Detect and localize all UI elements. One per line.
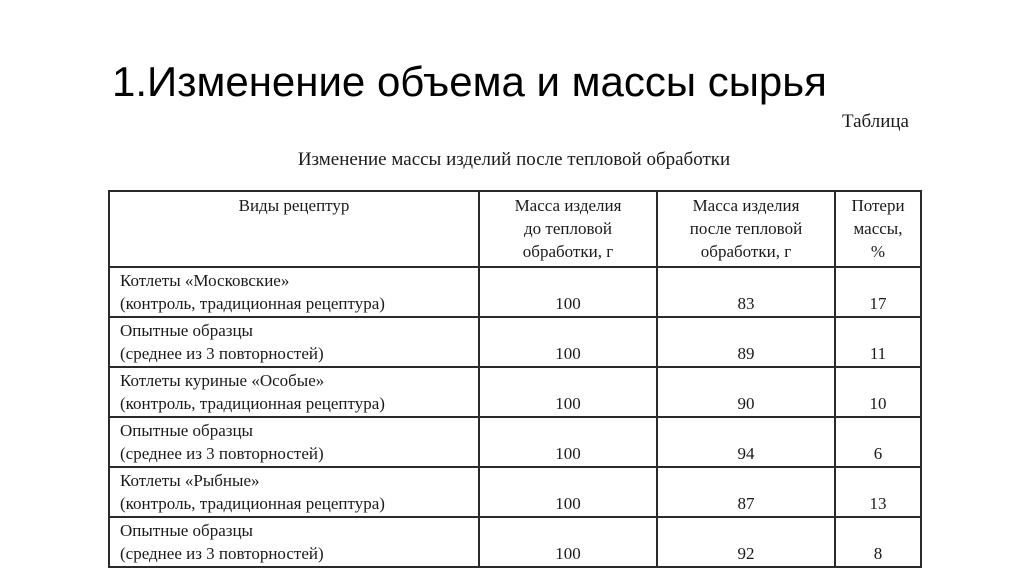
mass-loss-cell	[835, 417, 921, 467]
header-mass-loss	[835, 191, 921, 267]
header-line: массы,	[853, 219, 903, 238]
header-line: Масса изделия	[514, 196, 622, 215]
mass-before-cell	[479, 417, 657, 467]
mass-after-value: 92	[737, 544, 755, 563]
mass-after-cell	[657, 417, 835, 467]
table-row	[109, 467, 921, 517]
mass-change-table	[108, 190, 922, 568]
recipe-note: (контроль, традиционная рецептура)	[120, 394, 385, 413]
mass-before-cell	[479, 317, 657, 367]
header-recipe-types	[109, 191, 479, 267]
recipe-note: (контроль, традиционная рецептура)	[120, 294, 385, 313]
mass-after-cell	[657, 317, 835, 367]
mass-loss-cell	[835, 367, 921, 417]
mass-loss-value: 17	[869, 294, 887, 313]
table-row	[109, 517, 921, 567]
mass-after-cell	[657, 517, 835, 567]
table-label: Таблица	[841, 111, 909, 132]
table-row	[109, 367, 921, 417]
mass-before-value: 100	[555, 494, 581, 513]
recipe-name: Котлеты «Московские»	[120, 271, 290, 290]
header-line: Масса изделия	[692, 196, 800, 215]
recipe-name: Опытные образцы	[120, 321, 253, 340]
header-line: после тепловой	[689, 219, 803, 238]
mass-before-cell	[479, 467, 657, 517]
table-row	[109, 417, 921, 467]
mass-loss-value: 13	[869, 494, 887, 513]
recipe-note: (среднее из 3 повторностей)	[120, 344, 324, 363]
header-line: %	[870, 242, 886, 261]
mass-after-value: 83	[737, 294, 755, 313]
mass-after-value: 87	[737, 494, 755, 513]
mass-before-value: 100	[555, 444, 581, 463]
mass-before-value: 100	[555, 544, 581, 563]
mass-after-value: 94	[737, 444, 755, 463]
table-row	[109, 267, 921, 317]
header-line: обработки, г	[700, 242, 792, 261]
mass-loss-value: 8	[873, 544, 883, 563]
slide-title: 1.Изменение объема и массы сырья	[112, 58, 827, 105]
table-caption: Изменение массы изделий после тепловой обработки	[297, 149, 731, 170]
header-line: Виды рецептур	[238, 196, 350, 215]
header-line: Потери	[851, 196, 905, 215]
header-mass-before	[479, 191, 657, 267]
mass-after-cell	[657, 267, 835, 317]
recipe-name-cell	[109, 317, 479, 367]
table-row	[109, 317, 921, 367]
header-line: до тепловой	[524, 219, 612, 238]
recipe-note: (среднее из 3 повторностей)	[120, 544, 324, 563]
recipe-name-cell	[109, 467, 479, 517]
mass-loss-value: 10	[869, 394, 887, 413]
mass-loss-cell	[835, 317, 921, 367]
header-line: обработки, г	[522, 242, 614, 261]
recipe-name-cell	[109, 267, 479, 317]
recipe-name: Котлеты «Рыбные»	[120, 471, 260, 490]
mass-before-cell	[479, 367, 657, 417]
recipe-name-cell	[109, 367, 479, 417]
mass-before-value: 100	[555, 294, 581, 313]
mass-loss-cell	[835, 517, 921, 567]
recipe-name: Опытные образцы	[120, 421, 253, 440]
mass-before-value: 100	[555, 394, 581, 413]
recipe-name-cell	[109, 517, 479, 567]
mass-loss-value: 11	[869, 344, 887, 363]
mass-before-value: 100	[555, 344, 581, 363]
table-header-row	[109, 191, 921, 267]
mass-before-cell	[479, 267, 657, 317]
mass-loss-value: 6	[873, 444, 883, 463]
mass-after-cell	[657, 467, 835, 517]
recipe-name-cell	[109, 417, 479, 467]
mass-loss-cell	[835, 467, 921, 517]
header-mass-after	[657, 191, 835, 267]
recipe-name: Котлеты куриные «Особые»	[120, 371, 325, 390]
recipe-note: (среднее из 3 повторностей)	[120, 444, 324, 463]
mass-loss-cell	[835, 267, 921, 317]
mass-before-cell	[479, 517, 657, 567]
mass-after-value: 90	[737, 394, 755, 413]
recipe-name: Опытные образцы	[120, 521, 253, 540]
mass-after-value: 89	[737, 344, 755, 363]
mass-after-cell	[657, 367, 835, 417]
recipe-note: (контроль, традиционная рецептура)	[120, 494, 385, 513]
